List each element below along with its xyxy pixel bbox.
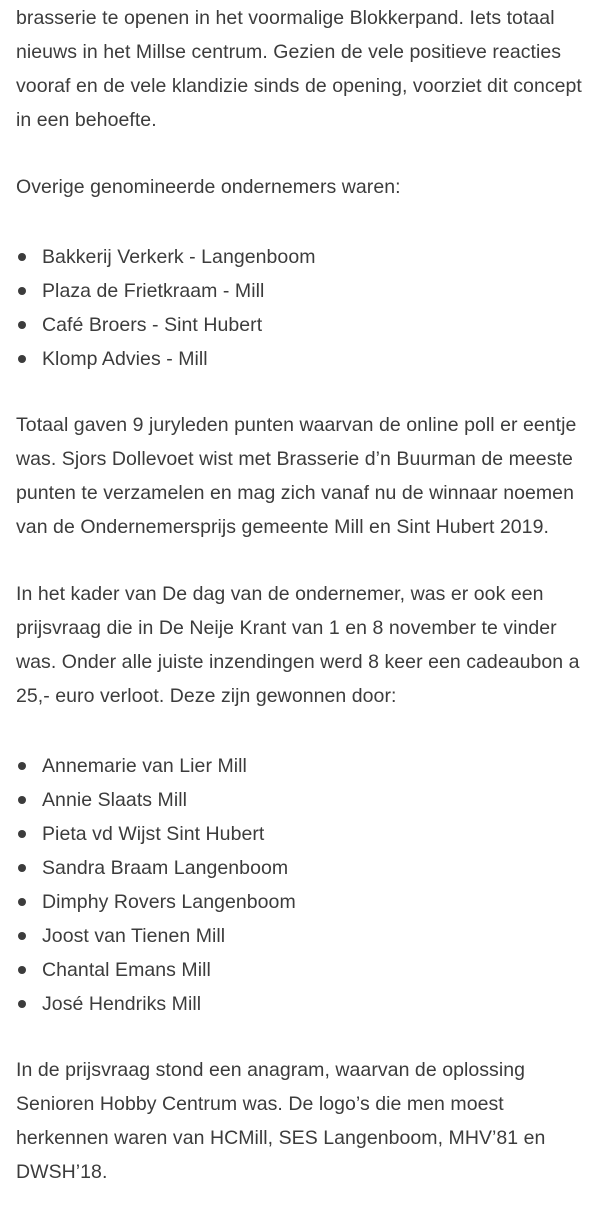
winners-list [16,749,584,1021]
winner-name: Annie Slaats Mill [42,789,187,811]
list-item [16,987,584,1021]
winner-name: Pieta vd Wijst Sint Hubert [42,823,265,845]
list-item [16,240,584,274]
bullet-icon [18,898,26,906]
bullet-icon [18,966,26,974]
paragraph-contest: In het kader van De dag van de ondernemer, was er ook een prijsvraag die in De Neije Krant van 1 en 8 november te vinder was. Onder alle juiste inzendingen werd 8 keer een cadeaubon a 25,- euro verloot. Deze zijn gewonnen door: [16,583,580,707]
list-item [16,953,584,987]
paragraph-jury: Totaal gaven 9 juryleden punten waarvan de online poll er eentje was. Sjors Dollevoet wist met Brasserie d’n Buurman de meeste punten te verzamelen en mag zich vanaf nu de winnaar noemen van de Ondernemersprijs gemeente Mill en Sint Hubert 2019. [16,414,577,538]
winner-name: Sandra Braam Langenboom [42,857,289,879]
nominee-name: Klomp Advies - Mill [42,348,208,370]
nominee-name: Plaza de Frietkraam - Mill [42,280,265,302]
article-body [0,1,584,1189]
list-item [16,342,584,376]
list-item [16,308,584,342]
list-item [16,274,584,308]
bullet-icon [18,321,26,329]
bullet-icon [18,355,26,363]
bullet-icon [18,864,26,872]
bullet-icon [18,287,26,295]
list-item [16,783,584,817]
winner-name: Joost van Tienen Mill [42,925,226,947]
list-item [16,885,584,919]
list-item [16,919,584,953]
bullet-icon [18,1000,26,1008]
bullet-icon [18,932,26,940]
winner-name: Chantal Emans Mill [42,959,211,981]
paragraph-intro: brasserie te openen in het voormalige Blokkerpand. Iets totaal nieuws in het Millse centrum. Gezien de vele positieve reacties vooraf en de vele klandizie sinds de opening, voorziet dit concept in een behoefte. [16,7,582,131]
bullet-icon [18,253,26,261]
paragraph-anagram: In de prijsvraag stond een anagram, waarvan de oplossing Senioren Hobby Centrum was. De logo’s die men moest herkennen waren van HCMill, SES Langenboom, MHV’81 en DWSH’18. [16,1059,546,1183]
list-item [16,749,584,783]
bullet-icon [18,796,26,804]
paragraph-nominees-intro: Overige genomineerde ondernemers waren: [16,176,401,198]
bullet-icon [18,830,26,838]
nominees-list [16,240,584,376]
bullet-icon [18,762,26,770]
winner-name: Dimphy Rovers Langenboom [42,891,296,913]
winner-name: José Hendriks Mill [42,993,202,1015]
list-item [16,817,584,851]
list-item [16,851,584,885]
winner-name: Annemarie van Lier Mill [42,755,247,777]
nominee-name: Café Broers - Sint Hubert [42,314,263,336]
nominee-name: Bakkerij Verkerk - Langenboom [42,246,316,268]
